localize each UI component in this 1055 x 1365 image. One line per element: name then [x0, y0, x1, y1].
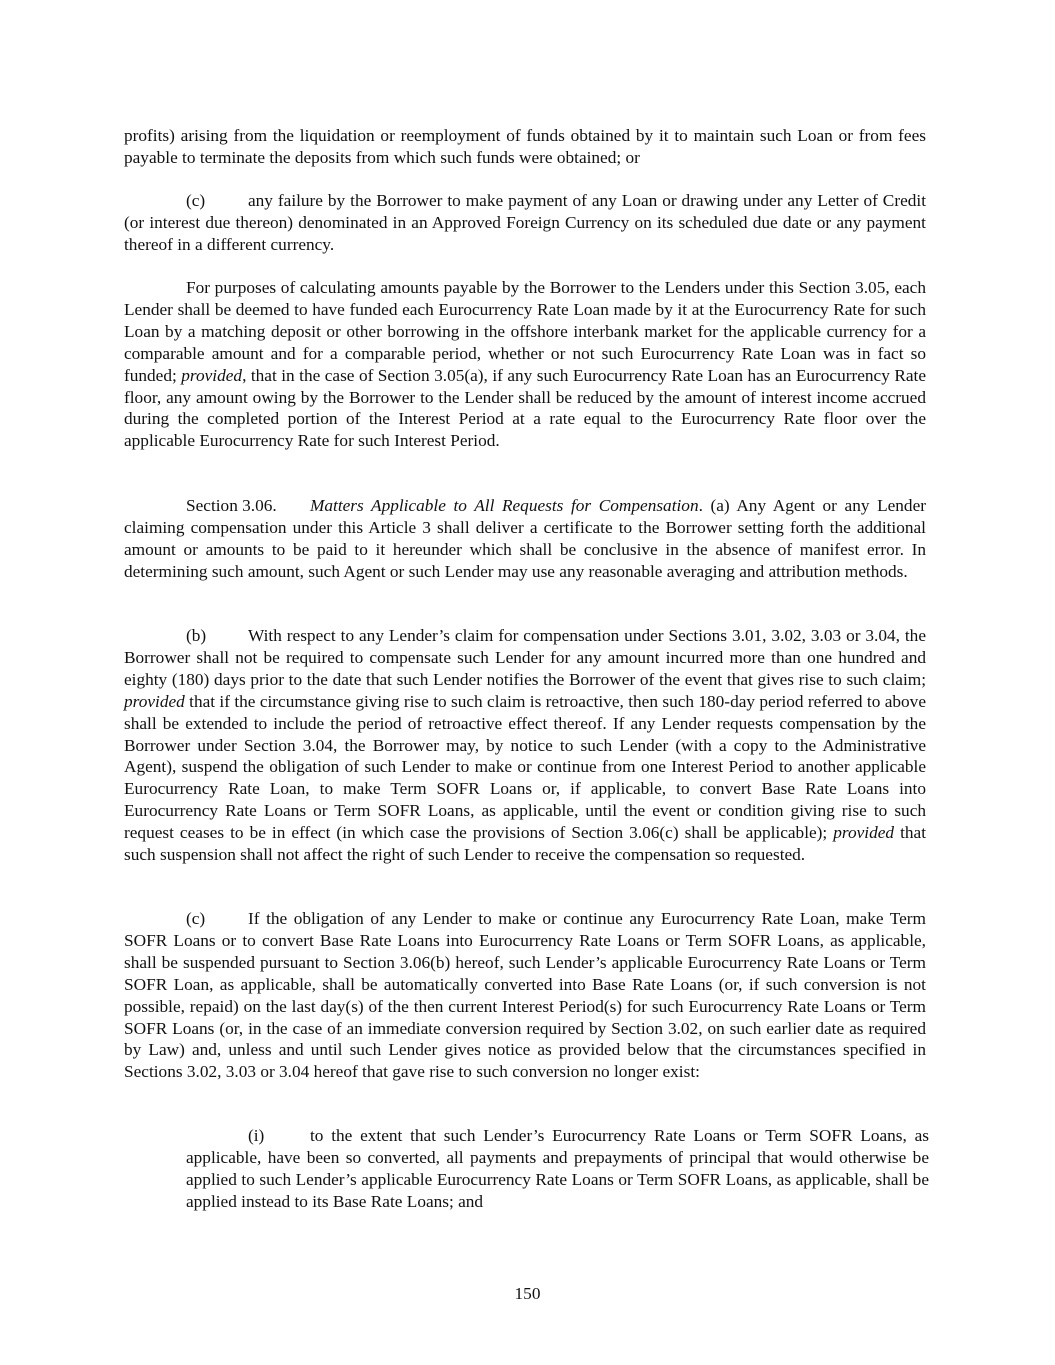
page-number: 150: [514, 1284, 541, 1303]
provided-term: provided: [833, 823, 895, 843]
paragraph-text: . (a) Any Agent or any Lender claiming compensation under this Article 3 shall deliver a certificate to the Borrower setting forth the additional amount or amounts to be paid to it hereunder which shall be conclusive in the absence of manifest error. In determining such amount, such Agent or such Lender may use any reasonable averaging and attribution methods.: [124, 496, 926, 581]
paragraph-text: With respect to any Lender’s claim for compensation under Sections 3.01, 3.02, 3.03 or 3.04, the Borrower shall not be required to compensate such Lender for any amount incurred more than one hundred and eighty (180) days prior to the date that such Lender notifies the Borrower of the event that gives rise to such claim;: [124, 626, 926, 689]
provided-term: provided: [181, 365, 243, 385]
section-number: Section 3.06.: [186, 496, 277, 515]
paragraph-text: that if the circumstance giving rise to such claim is retroactive, then such 180-day period referred to above shall be extended to include the period of retroactive effect thereof. If any Lender requests compensation by the Borrower under Section 3.04, the Borrower may, by notice to such Lender (with a copy to the Administrative Agent), suspend the obligation of such Lender to make or continue from one Interest Period to another applicable Eurocurrency Rate Loan, to make Term SOFR Loans or, if applicable, to convert Base Rate Loans into Eurocurrency Rate Loans or Term SOFR Loans, as applicable, until the event or condition giving rise to such request ceases to be in effect (in which case the provisions of Section 3.06(c) shall be applicable);: [124, 691, 926, 843]
paragraph-text: If the obligation of any Lender to make or continue any Eurocurrency Rate Loan, make Term SOFR Loans or to convert Base Rate Loans into Eurocurrency Rate Loans or Term SOFR Loans, as applicable, shall be suspended pursuant to Section 3.06(b) hereof, such Lender’s applicable Eurocurrency Rate Loans or Term SOFR Loan, as applicable, shall be automatically converted into Base Rate Loans (or, if such conversion is not possible, repaid) on the last day(s) of the then current Interest Period(s) for such Eurocurrency Rate Loans or Term SOFR Loans (or, in the case of an immediate conversion required by Section 3.02, on such earlier date as required by Law) and, unless and until such Lender gives notice as provided below that the circumstances specified in Sections 3.02, 3.03 or 3.04 hereof that gave rise to such conversion no longer exist:: [124, 909, 926, 1082]
section-heading: Matters Applicable to All Requests for Compensation: [310, 496, 699, 515]
clause-label: (c): [186, 909, 206, 928]
paragraph-text: that such suspension shall not affect the right of such Lender to receive the compensation so requested.: [124, 823, 927, 865]
clause-label: (b): [186, 626, 207, 645]
clause-label: (c): [186, 191, 206, 210]
paragraph-text: For purposes of calculating amounts payable by the Borrower to the Lenders under this Section 3.05, each Lender shall be deemed to have funded each Eurocurrency Rate Loan made by it at the Eurocurrency Rate for such Loan by a matching deposit or other borrowing in the offshore interbank market for the applicable currency for a comparable amount and for a comparable period, whether or not such Eurocurrency Rate Loan was in fact so funded;: [124, 278, 926, 385]
paragraph-b-claim: [124, 625, 926, 866]
paragraph-text: any failure by the Borrower to make payment of any Loan or drawing under any Letter of Credit (or interest due thereon) denominated in an Approved Foreign Currency on its scheduled due date or any payment thereof in a different currency.: [124, 191, 926, 254]
paragraph-calculation: [124, 277, 926, 452]
subparagraph-i: [186, 1125, 929, 1213]
section-3-06: [124, 495, 926, 583]
clause-label: (i): [248, 1126, 265, 1145]
paragraph-text: to the extent that such Lender’s Eurocurrency Rate Loans or Term SOFR Loans, as applicable, have been so converted, all payments and prepayments of principal that would otherwise be applied to such Lender’s applicable Eurocurrency Rate Loans or Term SOFR Loans, as applicable, shall be applied instead to its Base Rate Loans; and: [186, 1126, 929, 1211]
paragraph-c-obligation: [124, 908, 926, 1083]
paragraph-c-failure: [124, 190, 926, 256]
provided-term: provided: [124, 691, 185, 711]
paragraph-text: profits) arising from the liquidation or reemployment of funds obtained by it to maintain such Loan or from fees payable to terminate the deposits from which such funds were obtained; or: [124, 126, 926, 167]
paragraph-text: , that in the case of Section 3.05(a), if any such Eurocurrency Rate Loan has an Eurocurrency Rate floor, any amount owing by the Borrower to the Lender shall be reduced by the amount of interest income accrued during the completed portion of the Interest Period at a rate equal to the Eurocurrency Rate floor over the applicable Eurocurrency Rate for such Interest Period.: [124, 365, 927, 451]
paragraph-continuation: [124, 125, 926, 169]
